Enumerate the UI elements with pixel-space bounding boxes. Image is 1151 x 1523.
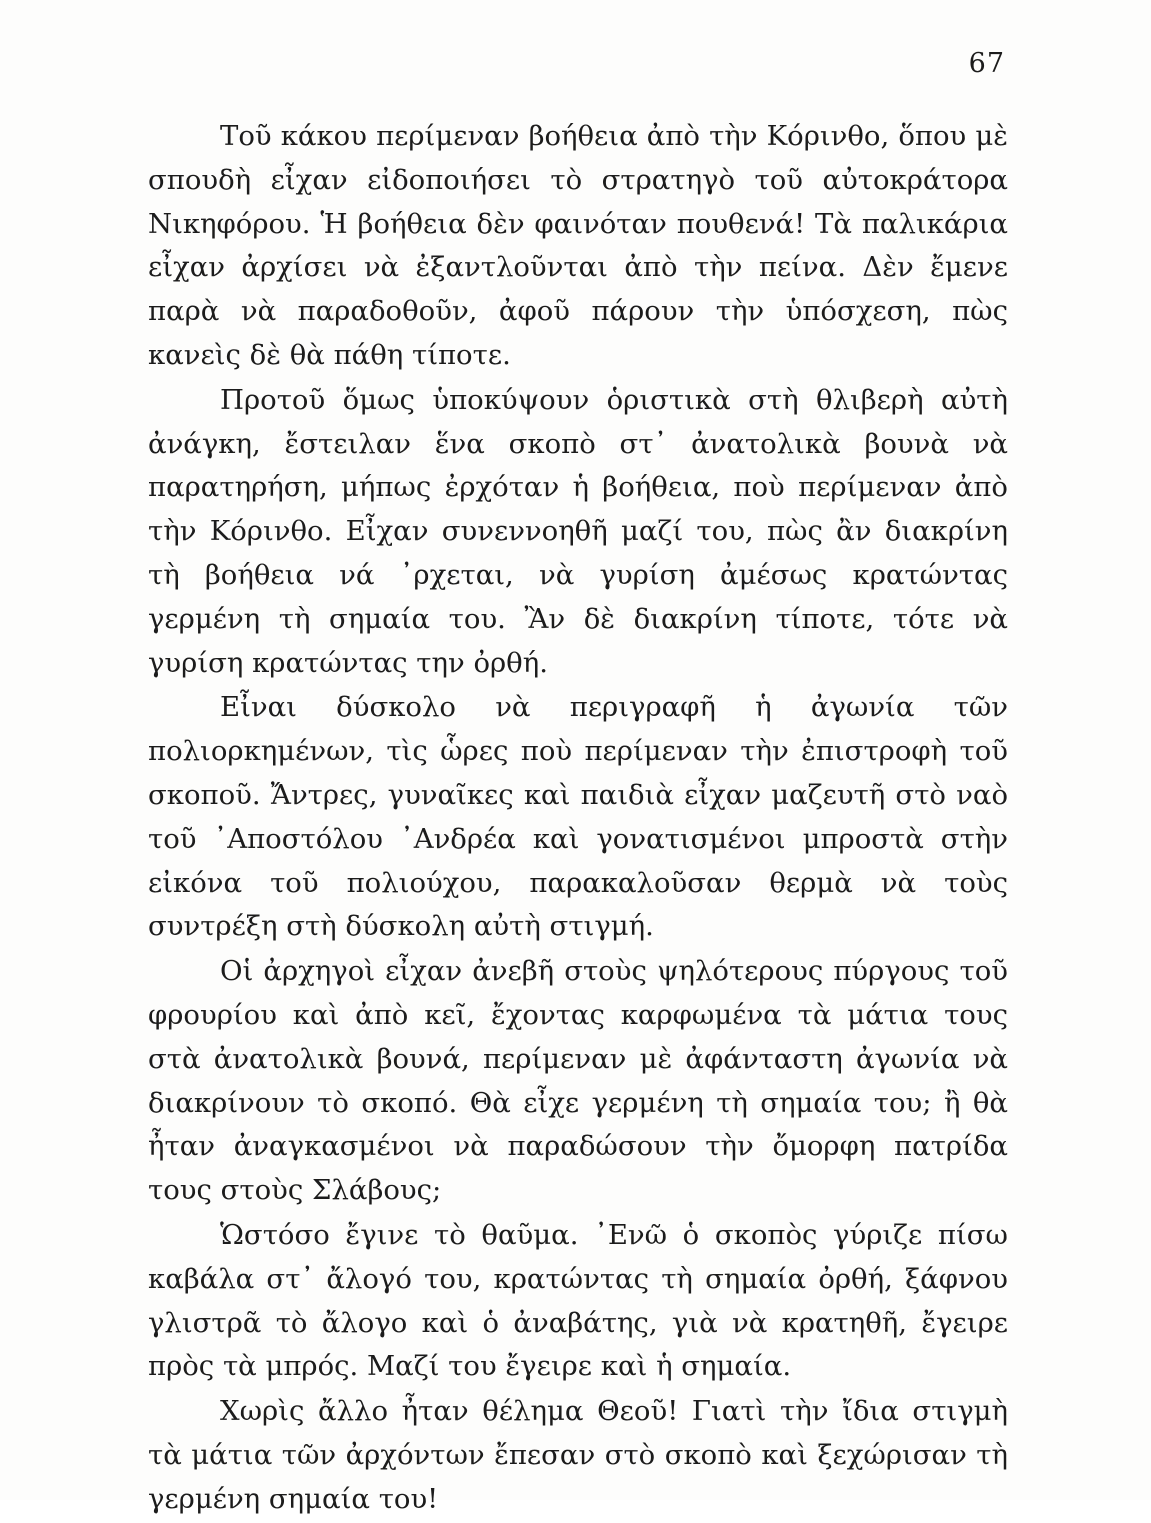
body-text bbox=[148, 115, 1008, 1523]
paragraph-2: Προτοῦ ὅμως ὑποκύψουν ὁριστικὰ στὴ θλιβερὴ αὐτὴ ἀνάγκη, ἔστειλαν ἕνα σκοπὸ στ᾿ ἀνατολικὰ βουνὰ νὰ παρατηρήση, μήπως ἐρχόταν ἡ βοήθεια, ποὺ περίμεναν ἀπὸ τὴν Κόρινθο. Εἶχαν συνεννοηθῆ μαζί του, πὼς ἂν διακρίνη τὴ βοήθεια νά ᾿ρχεται, νὰ γυρίση ἀμέσως κρατώντας γερμένη τὴ σημαία του. Ἂν δὲ διακρίνη τίποτε, τότε νὰ γυρίση κρατώντας την ὀρθή. bbox=[148, 383, 1008, 679]
paragraph-5: Ὡστόσο ἔγινε τὸ θαῦμα. ᾿Ενῶ ὁ σκοπὸς γύριζε πίσω καβάλα στ᾿ ἄλογό του, κρατώντας τὴ σημαία ὀρθή, ξάφνου γλιστρᾶ τὸ ἄλογο καὶ ὁ ἀναβάτης, γιὰ νὰ κρατηθῆ, ἔγειρε πρὸς τὰ μπρός. Μαζί του ἔγειρε καὶ ἡ σημαία. bbox=[148, 1218, 1008, 1383]
paragraph-1: Τοῦ κάκου περίμεναν βοήθεια ἀπὸ τὴν Κόρινθο, ὅπου μὲ σπουδὴ εἶχαν εἰδοποιήσει τὸ στρατηγὸ τοῦ αὐτοκράτορα Νικηφόρου. Ἡ βοήθεια δὲν φαινόταν πουθενά! Τὰ παλικάρια εἶχαν ἀρχίσει νὰ ἐξαντλοῦνται ἀπὸ τὴν πείνα. Δὲν ἔμενε παρὰ νὰ παραδοθοῦν, ἀφοῦ πάρουν τὴν ὑπόσχεση, πὼς κανεὶς δὲ θὰ πάθη τίποτε. bbox=[148, 120, 1008, 371]
paragraph-4: Οἱ ἀρχηγοὶ εἶχαν ἀνεβῆ στοὺς ψηλότερους πύργους τοῦ φρουρίου καὶ ἀπὸ κεῖ, ἔχοντας καρφωμένα τὰ μάτια τους στὰ ἀνατολικὰ βουνά, περίμεναν μὲ ἀφάνταστη ἀγωνία νὰ διακρίνουν τὸ σκοπό. Θὰ εἶχε γερμένη τὴ σημαία του; ἢ θὰ ἦταν ἀναγκασμένοι νὰ παραδώσουν τὴν ὄμορφη πατρίδα τους στοὺς Σλάβους; bbox=[148, 955, 1008, 1207]
page-number: 67 bbox=[968, 48, 1005, 79]
paragraph-3: Εἶναι δύσκολο νὰ περιγραφῆ ἡ ἀγωνία τῶν πολιορκημένων, τὶς ὧρες ποὺ περίμεναν τὴν ἐπιστροφὴ τοῦ σκοποῦ. Ἄντρες, γυναῖκες καὶ παιδιὰ εἶχαν μαζευτῆ στὸ ναὸ τοῦ ᾿Αποστόλου ᾿Ανδρέα καὶ γονατισμένοι μπροστὰ στὴν εἰκόνα τοῦ πολιούχου, παρακαλοῦσαν θερμὰ νὰ τοὺς συντρέξη στὴ δύσκολη αὐτὴ στιγμή. bbox=[148, 691, 1008, 943]
paragraph-6: Χωρὶς ἄλλο ἦταν θέλημα Θεοῦ! Γιατὶ τὴν ἴδια στιγμὴ τὰ μάτια τῶν ἀρχόντων ἔπεσαν στὸ σκοπὸ καὶ ξεχώρισαν τὴ γερμένη σημαία του! bbox=[148, 1395, 1008, 1515]
